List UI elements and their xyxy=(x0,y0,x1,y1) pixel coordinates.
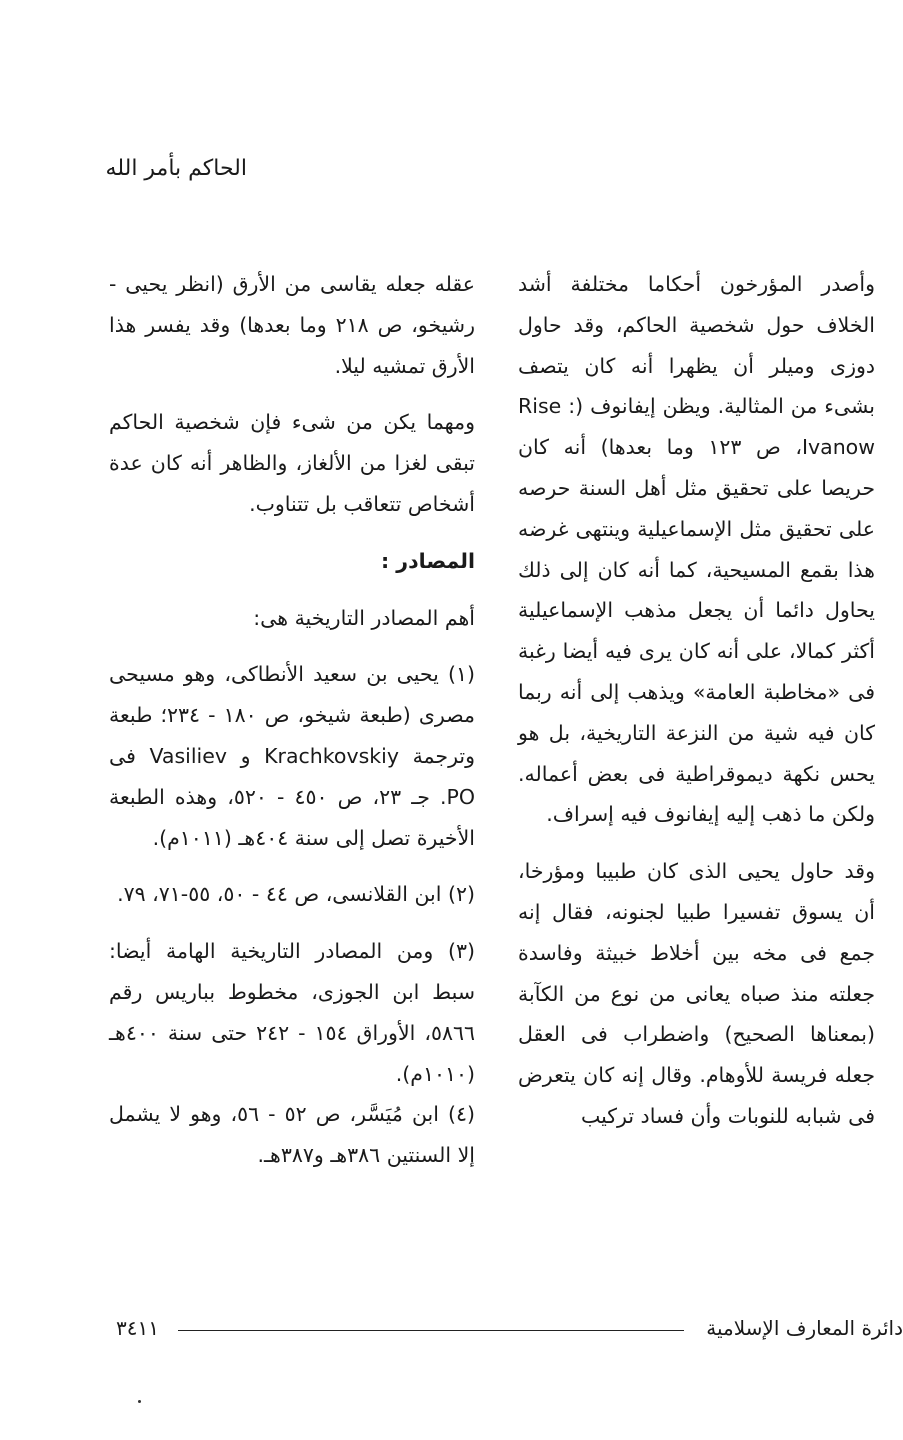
sources-heading: المصادر : xyxy=(380,548,475,573)
journal-name: دائرة المعارف الإسلامية xyxy=(706,1316,903,1340)
page-footer xyxy=(96,1316,903,1346)
source-item: (٤) ابن مُيَسَّر، ص ٥٢ - ٥٦، وهو لا يشمل إلا السنتين ٣٨٦هـ و٣٨٧هـ. xyxy=(109,1102,475,1168)
source-item: (١) يحيى بن سعيد الأنطاكى، وهو مسيحى مصرى (طبعة شيخو، ص ١٨٠ - ٢٣٤؛ طبعة وترجمة Krachkovskiy و Vasiliev فى PO. جـ ٢٣، ص ٤٥٠ - ٥٢٠، وهذه الطبعة الأخيرة تصل إلى سنة ٤٠٤هـ (١٠١١م). xyxy=(109,662,476,850)
paragraph: عقله جعله يقاسى من الأرق (انظر يحيى - رشيخو، ص ٢١٨ وما بعدها) وقد يفسر هذا الأرق تمشيه ليلا. xyxy=(109,272,475,378)
sources-intro: أهم المصادر التاريخية هى: xyxy=(253,605,475,630)
paragraph: وقد حاول يحيى الذى كان طبيبا ومؤرخا، أن يسوق تفسيرا طبيا لجنونه، فقال إنه جمع فى مخه بين أخلاط خبيثة وفاسدة جعلته منذ صباه يعانى من نوع من الكآبة (بمعناها الصحيح) واضطراب فى العقل جعله فريسة للأوهام. وقال إنه كان يتعرض فى شبابه للنوبات وأن فساد تركيب xyxy=(518,859,875,1128)
left-column xyxy=(109,264,475,1176)
page-number: ٣٤١١ xyxy=(116,1316,159,1340)
scan-speck xyxy=(138,1400,141,1403)
running-header-title: الحاكم بأمر الله xyxy=(105,156,247,181)
paragraph: وأصدر المؤرخون أحكاما مختلفة أشد الخلاف حول شخصية الحاكم، وقد حاول دوزى وميلر أن يظهرا أنه كان يتصف بشىء من المثالية. ويظن إيفانوف (Rise : Ivanow، ص ١٢٣ وما بعدها) أنه كان حريصا على تحقيق مثل أهل السنة حرصه على تحقيق مثل الإسماعيلية وينتهى غرضه هذا بقمع المسيحية، كما أنه كان إلى ذلك يحاول دائما أن يجعل مذهب الإسماعيلية أكثر كمالا، على أنه كان يرى فيه أيضا رغبة فى «مخاطبة العامة» ويذهب إلى أنه ربما كان فيه شية من النزعة التاريخية، بل هو يحس نكهة ديموقراطية فى بعض أعماله. ولكن ما ذهب إليه إيفانوف فيه إسراف. xyxy=(518,272,876,827)
source-item: (٢) ابن القلانسى، ص ٤٤ - ٥٠، ٥٥-٧١، ٧٩. xyxy=(117,882,475,907)
footer-rule xyxy=(178,1330,684,1331)
source-item: (٣) ومن المصادر التاريخية الهامة أيضا: سبط ابن الجوزى، مخطوط بباريس رقم ٥٨٦٦، الأوراق ١٥٤ - ٢٤٢ حتى سنة ٤٠٠هـ (١٠١٠م). xyxy=(109,939,475,1086)
right-column xyxy=(518,264,875,1137)
paragraph: ومهما يكن من شىء فإن شخصية الحاكم تبقى لغزا من الألغاز، والظاهر أنه كان عدة أشخاص تتعاقب بل تتناوب. xyxy=(109,410,475,516)
